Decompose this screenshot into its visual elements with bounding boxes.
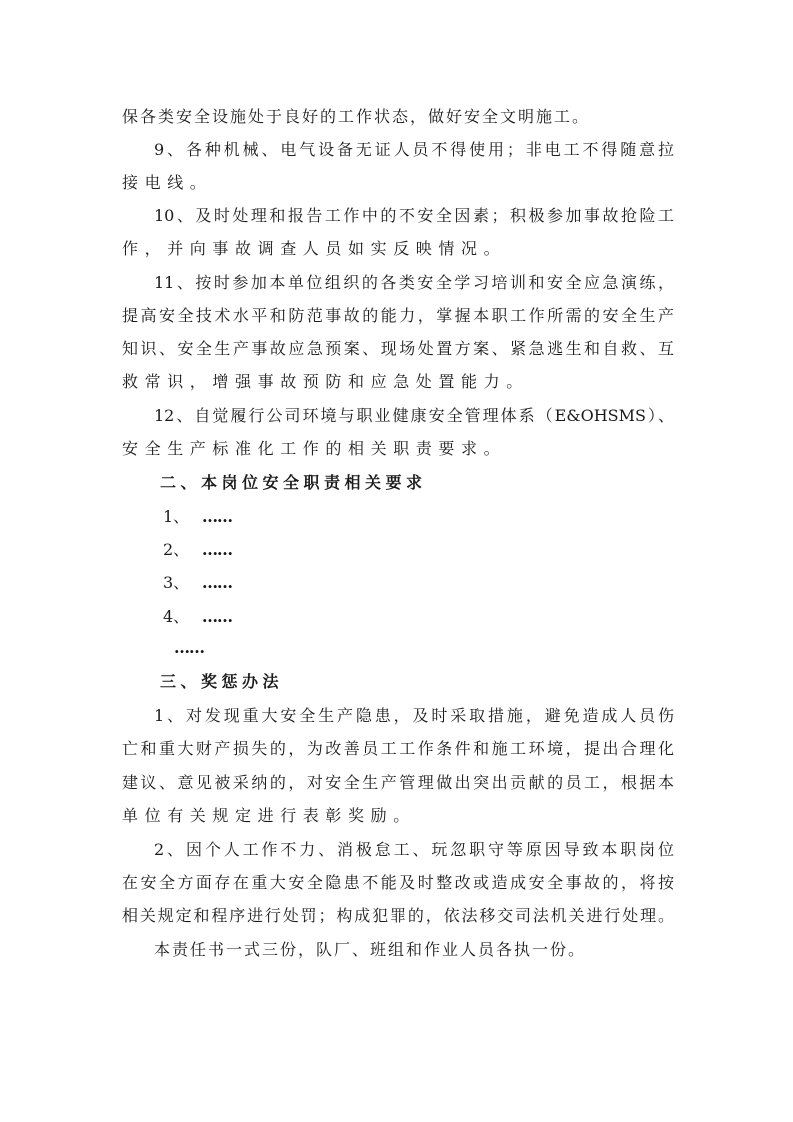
list-item-text: ……: [202, 573, 232, 592]
section-heading: 三、奖惩办法: [160, 672, 284, 691]
paragraph-line: 1、对发现重大安全生产隐患，及时采取措施，避免造成人员伤: [154, 706, 674, 725]
paragraph-line: 知识、安全生产事故应急预案、现场处置方案、紧急逃生和自救、互: [122, 339, 674, 358]
list-item-text: ……: [202, 540, 232, 559]
list-item-number: 4、: [163, 607, 190, 626]
paragraph-line: 10、及时处理和报告工作中的不安全因素；积极参加事故抢险工: [154, 206, 674, 225]
paragraph-line: 本责任书一式三份，队厂、班组和作业人员各执一份。: [154, 940, 587, 959]
paragraph-line: 11、按时参加本单位组织的各类安全学习培训和安全应急演练，: [154, 273, 674, 292]
paragraph-line: 安全生产标准化工作的相关职责要求。: [122, 439, 507, 458]
paragraph-line: 接电线。: [122, 173, 213, 192]
list-item-number: 2、: [163, 540, 190, 559]
list-item-text: ……: [202, 607, 232, 626]
paragraph-line: 9、各种机械、电气设备无证人员不得使用；非电工不得随意拉: [154, 140, 674, 159]
list-item-number: 1、: [163, 507, 190, 526]
paragraph-line: 在安全方面存在重大安全隐患不能及时整改或造成安全事故的，将按: [122, 873, 674, 892]
paragraph-line: 12、自觉履行公司环境与职业健康安全管理体系（E&OHSMS）、: [154, 406, 674, 425]
list-item-text: ……: [202, 507, 232, 526]
paragraph-line: 相关规定和程序进行处罚；构成犯罪的，依法移交司法机关进行处理。: [122, 906, 674, 925]
paragraph-line: 亡和重大财产损失的，为改善员工工作条件和施工环境，提出合理化: [122, 739, 674, 758]
paragraph-line: 救常识，增强事故预防和应急处置能力。: [122, 372, 529, 391]
paragraph-line: 单位有关规定进行表彰奖励。: [122, 806, 416, 825]
paragraph-line: 作，并向事故调查人员如实反映情况。: [122, 239, 507, 258]
paragraph-line: 保各类安全设施处于良好的工作状态，做好安全文明施工。: [122, 107, 591, 126]
list-ellipsis: ……: [174, 638, 204, 657]
paragraph-line: 建议、意见被采纳的，对安全生产管理做出突出贡献的员工，根据本: [122, 773, 674, 792]
section-heading: 二、本岗位安全职责相关要求: [160, 473, 427, 492]
paragraph-line: 提高安全技术水平和防范事故的能力，掌握本职工作所需的安全生产: [122, 306, 674, 325]
paragraph-line: 2、因个人工作不力、消极怠工、玩忽职守等原因导致本职岗位: [154, 840, 674, 859]
list-item-number: 3、: [163, 573, 190, 592]
